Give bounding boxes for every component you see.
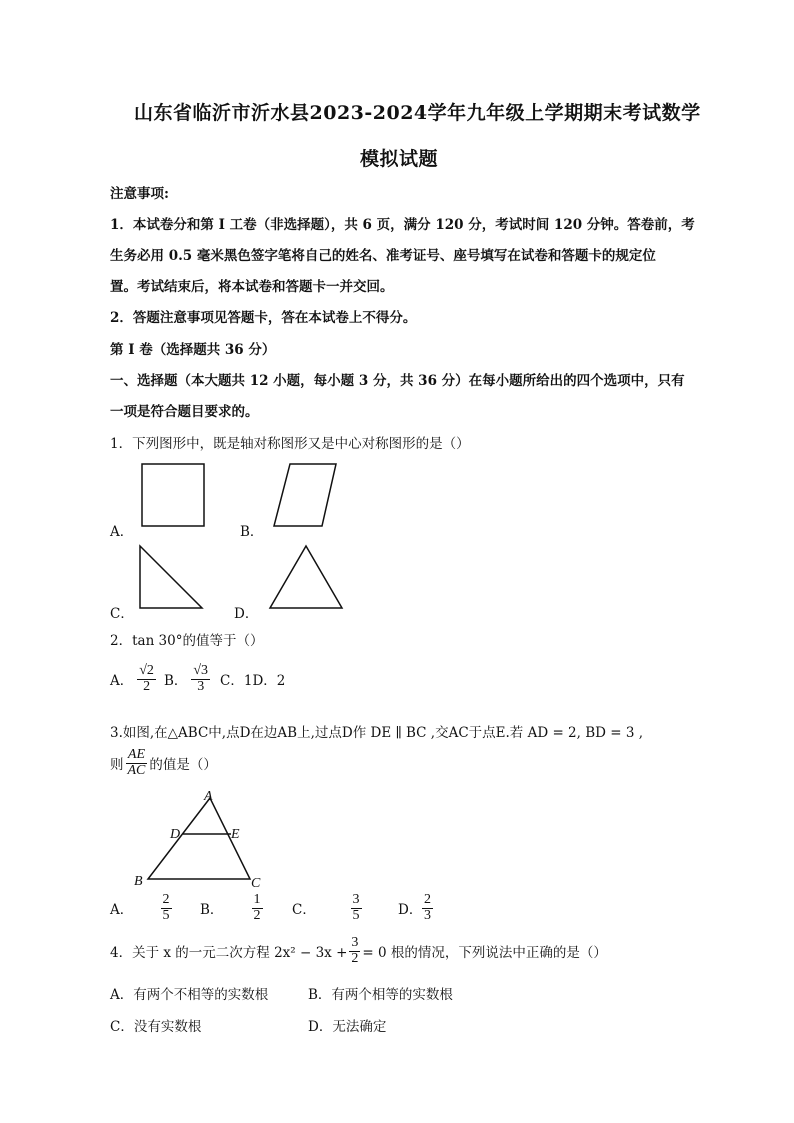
question-3-stem-line-2 xyxy=(110,748,217,778)
vertex-label-d: D xyxy=(170,827,181,842)
question-3-option-d-fraction xyxy=(422,893,433,923)
question-4-option-b: B．有两个相等的实数根 xyxy=(308,987,453,1003)
question-3-stem: 3.如图,在△ABC中,点D在边AB上,过点D作 DE ∥ BC ,交AC于点E.若 AD = 2, BD = 3 , xyxy=(110,725,644,741)
fraction-denominator: 2 xyxy=(253,907,261,923)
question-4-option-d: D．无法确定 xyxy=(308,1019,387,1035)
question-4-stem-post: = 0 根的情况，下列说法中正确的是（） xyxy=(362,945,607,962)
vertex-label-b: B xyxy=(134,874,143,889)
fraction-numerator: 3 xyxy=(352,892,360,907)
question-3-option-a-fraction xyxy=(134,893,198,923)
fraction-denominator: 2 xyxy=(351,950,359,966)
question-2-option-a-fraction xyxy=(137,664,156,694)
question-1-option-d-label: D． xyxy=(234,606,259,622)
question-3-option-b-fraction xyxy=(224,893,290,923)
fraction-denominator: 2 xyxy=(143,678,151,694)
page-subtitle: 模拟试题 xyxy=(360,148,439,170)
page-title: 山东省临沂市沂水县2023-2024学年九年级上学期期末考试数学 xyxy=(134,102,701,124)
fraction-numerator: 1 xyxy=(253,892,261,907)
fraction-numerator: 2 xyxy=(162,892,170,907)
equilateral-triangle-figure xyxy=(266,542,346,612)
notice-item-1-line-1: 1．本试卷分和第 I 工卷（非选择题），共 6 页，满分 120 分，考试时间 120 分钟。答卷前，考 xyxy=(110,217,695,233)
notice-heading: 注意事项: xyxy=(110,186,169,202)
fraction-numerator: 2 xyxy=(424,892,431,907)
question-4-fraction xyxy=(349,936,360,966)
fraction-numerator: AE xyxy=(127,747,145,762)
question-2-option-a-label: A． xyxy=(110,673,134,690)
fraction-denominator: 3 xyxy=(424,907,431,923)
right-triangle-figure xyxy=(136,542,206,612)
notice-item-1-line-3: 置。考试结束后，将本试卷和答题卡一并交回。 xyxy=(110,279,394,295)
question-3-ratio-fraction xyxy=(126,748,148,778)
question-3-options xyxy=(110,893,435,923)
vertex-label-a: A xyxy=(204,789,213,804)
question-4-option-c: C．没有实数根 xyxy=(110,1019,202,1035)
section-instructions-line-1: 一、选择题（本大题共 12 小题，每小题 3 分，共 36 分）在每小题所给出的四个选项中，只有 xyxy=(110,373,685,389)
question-2-option-b-fraction xyxy=(191,664,210,694)
fraction-numerator: √3 xyxy=(193,663,209,678)
question-2-options xyxy=(110,664,285,694)
parallelogram-figure xyxy=(270,460,340,530)
question-1-stem: 1．下列图形中，既是轴对称图形又是中心对称图形的是（） xyxy=(110,436,470,452)
question-3-then: 则 xyxy=(110,757,124,774)
question-3-option-c-fraction xyxy=(316,893,396,923)
question-2-stem: 2．tan 30°的值等于（） xyxy=(110,633,264,649)
question-3-option-b-label: B． xyxy=(200,902,224,919)
question-1-option-b-label: B． xyxy=(240,524,264,540)
question-4-option-a: A．有两个不相等的实数根 xyxy=(110,987,269,1003)
question-3-option-a-label: A． xyxy=(110,902,134,919)
question-1-option-c-label: C． xyxy=(110,606,134,622)
fraction-denominator: AC xyxy=(127,762,146,778)
fraction-denominator: 3 xyxy=(197,678,205,694)
question-4-stem xyxy=(110,936,607,966)
section-instructions-line-2: 一项是符合题目要求的。 xyxy=(110,404,259,420)
question-3-option-c-label: C． xyxy=(292,902,316,919)
vertex-label-c: C xyxy=(251,876,261,891)
fraction-numerator: √2 xyxy=(139,663,154,678)
question-1-option-a-label: A． xyxy=(110,524,134,540)
question-2-options-c-d: C．1D．2 xyxy=(220,673,286,690)
fraction-denominator: 5 xyxy=(162,907,170,923)
section-heading: 第 I 卷（选择题共 36 分） xyxy=(110,342,276,358)
notice-item-1-line-2: 生务必用 0.5 毫米黑色签字笔将自己的姓名、准考证号、座号填写在试卷和答题卡的规定位 xyxy=(110,248,656,264)
question-3-option-d-label: D． xyxy=(398,902,423,919)
question-4-stem-pre: 4．关于 x 的一元二次方程 2x² − 3x + xyxy=(110,945,348,962)
notice-item-2: 2．答题注意事项见答题卡，答在本试卷上不得分。 xyxy=(110,310,417,326)
fraction-denominator: 5 xyxy=(352,907,360,923)
fraction-numerator: 3 xyxy=(351,935,359,950)
question-3-tail: 的值是（） xyxy=(149,757,217,774)
triangle-abc-diagram xyxy=(130,788,270,893)
vertex-label-e: E xyxy=(231,827,240,842)
question-2-option-b-label: B． xyxy=(163,673,188,690)
square-figure xyxy=(138,460,208,530)
